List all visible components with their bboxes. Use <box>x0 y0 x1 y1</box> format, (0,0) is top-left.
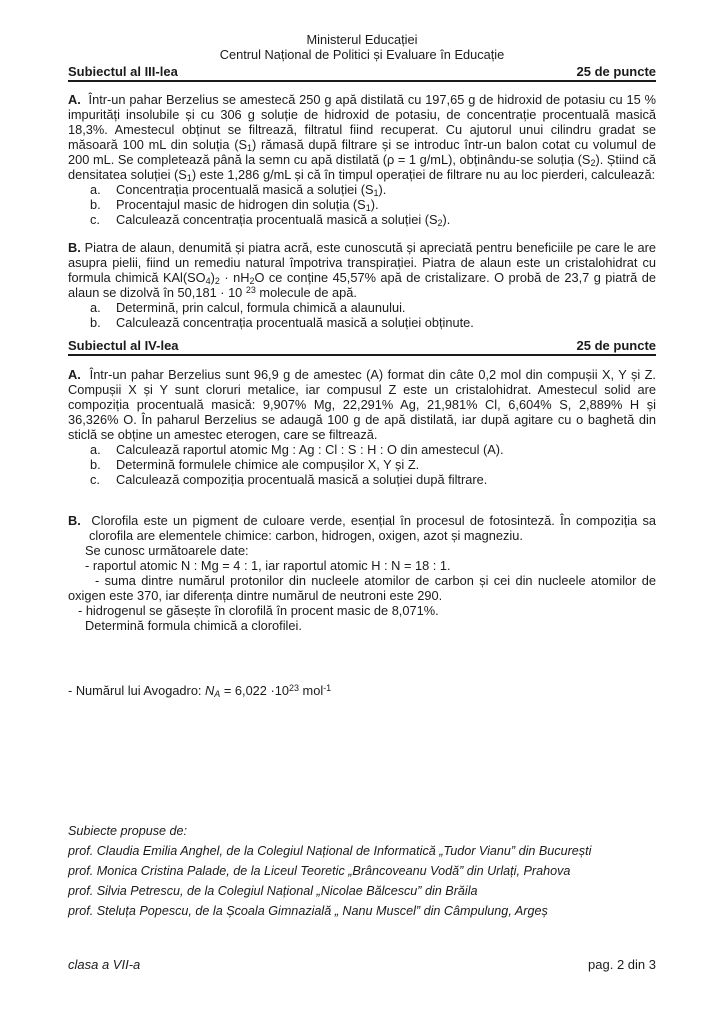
section3-partB-paragraph: B. Piatra de alaun, denumită și piatra acră, este cunoscută și apreciată pentru beneficiile pe care le are asupra pielii, fiind un remediu natural împotriva transpirației. Piatra de alaun este un cristalohidrat cu formula chimică $KAl(SO_4)_2 \cdot nH_2O$ ce conține 45,57% apă de cristalizare. O probă de 23,7 g piatră de alaun se dizolvă în 50,181 · 10 $^{23}$ molecule de apă. <box>68 240 656 300</box>
section3-heading <box>68 64 656 82</box>
ministry-header-line: Ministerul Educației <box>306 32 418 47</box>
list-item-marker: a. <box>90 300 101 315</box>
list-item-text: Concentrația procentuală masică a soluției $(S_1)$. <box>116 182 387 198</box>
section4-points: 25 de puncte <box>576 338 656 353</box>
credit-author: prof. Steluța Popescu, de la Școala Gimnazială „ Nanu Muscel” din Câmpulung, Argeș <box>68 904 548 918</box>
section4-partB-line: Determină formula chimică a clorofilei. <box>85 618 302 633</box>
section3-points: 25 de puncte <box>576 64 656 79</box>
list-item-marker: a. <box>90 442 101 457</box>
list-item-marker: a. <box>90 182 101 197</box>
list-item-text: Calculează compoziția procentuală masică a soluției după filtrare. <box>116 472 488 487</box>
list-item-text: Calculează concentrația procentuală masică a soluției obținute. <box>116 315 474 330</box>
footer-page-number: pag. 2 din 3 <box>588 957 656 972</box>
section4-heading <box>68 338 656 356</box>
list-item-text: Determină formulele chimice ale compușilor X, Y și Z. <box>116 457 420 472</box>
list-item-text: Procentajul masic de hidrogen din soluția $(S_1)$. <box>116 197 379 213</box>
credits-intro: Subiecte propuse de: <box>68 824 188 838</box>
list-item-text: Calculează raportul atomic Mg : Ag : Cl : S : H : O din amestecul (A). <box>116 442 504 457</box>
section4-partB-block <box>68 513 656 633</box>
list-item-marker: b. <box>90 197 101 212</box>
section3-partB-list <box>68 300 656 330</box>
list-item-marker: b. <box>90 457 101 472</box>
section3-partA-paragraph: A. Într-un pahar Berzelius se amestecă 250 g apă distilată cu 197,65 g de hidroxid de potasiu cu 15 % impurități insolubile și cu 306 g soluție de hidroxid de potasiu, de concentrație procentuală masică 18,3%. Amestecul obținut se filtrează, filtratul fiind recuperat. Cu ajutorul unui cilindru gradat se măsoară 100 mL din soluția $(S_1)$ rămasă după filtrare și se introduc într-un balon cotat cu volumul de 200 mL. Se completează până la semn cu apă distilată (ρ = 1 g/mL), obținându-se soluția $(S_2)$. Știind că densitatea soluției $(S_1)$ este 1,286 g/mL și că în timpul operației de filtrare nu au loc pierderi, calculează: <box>68 92 656 183</box>
footer-class-label: clasa a VII-a <box>68 957 141 972</box>
list-item-text: Determină, prin calcul, formula chimică a alaunului. <box>116 300 406 315</box>
list-item <box>68 442 656 457</box>
credits-block <box>68 822 656 921</box>
credit-author: prof. Claudia Emilia Anghel, de la Colegiul Național de Informatică „Tudor Vianu” din București <box>68 844 592 858</box>
section4-title: Subiectul al IV-lea <box>68 338 179 353</box>
list-item-marker: b. <box>90 315 101 330</box>
credit-author: prof. Silvia Petrescu, de la Colegiul Național „Nicolae Bălcescu” din Brăila <box>68 884 478 898</box>
avogadro-constant-line: - Numărul lui Avogadro: $N_A = 6,022 \cdot 10^{23}$ mol$^{-1}$ <box>68 683 332 699</box>
list-item <box>68 472 656 487</box>
list-item <box>68 300 656 315</box>
list-item-marker: c. <box>90 212 100 227</box>
section4-partB-intro: B. Clorofila este un pigment de culoare verde, esențial în procesul de fotosinteză. În compoziția sa clorofila are elementele chimice: carbon, hidrogen, oxigen, azot și magneziu. <box>68 513 656 543</box>
list-item <box>68 197 656 212</box>
page-footer <box>68 957 656 972</box>
center-header-line: Centrul Național de Politici și Evaluare în Educație <box>219 47 505 62</box>
section4-partA-paragraph: A. Într-un pahar Berzelius sunt 96,9 g de amestec (A) format din câte 0,2 mol din compușii X, Y și Z. Compușii X și Y sunt cloruri metalice, iar compusul Z este un cristalohidrat. Amestecul solid are compoziția procentuală masică: 9,907% Mg, 22,291% Ag, 21,981% Cl, 6,604% S, 2,889% H și 36,326% O. În paharul Berzelius se adaugă 100 g de apă distilată, iar după agitare cu o baghetă din sticlă se obține un amestec eterogen, care se filtrează. <box>68 367 656 442</box>
section4-partB-line: - raportul atomic N : Mg = 4 : 1, iar raportul atomic H : N = 18 : 1. <box>85 558 451 573</box>
section4-partB-line: - hidrogenul se găsește în clorofilă în procent masic de 8,071%. <box>78 603 439 618</box>
section4-partB-line: Se cunosc următoarele date: <box>85 543 249 558</box>
list-item-marker: c. <box>90 472 100 487</box>
list-item <box>68 457 656 472</box>
list-item-text: Calculează concentrația procentuală masică a soluției $(S_2)$. <box>116 212 451 228</box>
section3-title: Subiectul al III-lea <box>68 64 178 79</box>
section4-partA-list <box>68 442 656 487</box>
list-item <box>68 182 656 197</box>
list-item <box>68 212 656 227</box>
section4-partB-line: - suma dintre numărul protonilor din nucleele atomilor de carbon și cei din nucleele atomilor de oxigen este 370, iar diferența dintre numărul de neutroni este 290. <box>68 573 656 603</box>
section3-partA-list <box>68 182 656 227</box>
credit-author: prof. Monica Cristina Palade, de la Liceul Teoretic „Brâncoveanu Vodă” din Urlați, Prahova <box>68 864 571 878</box>
list-item <box>68 315 656 330</box>
